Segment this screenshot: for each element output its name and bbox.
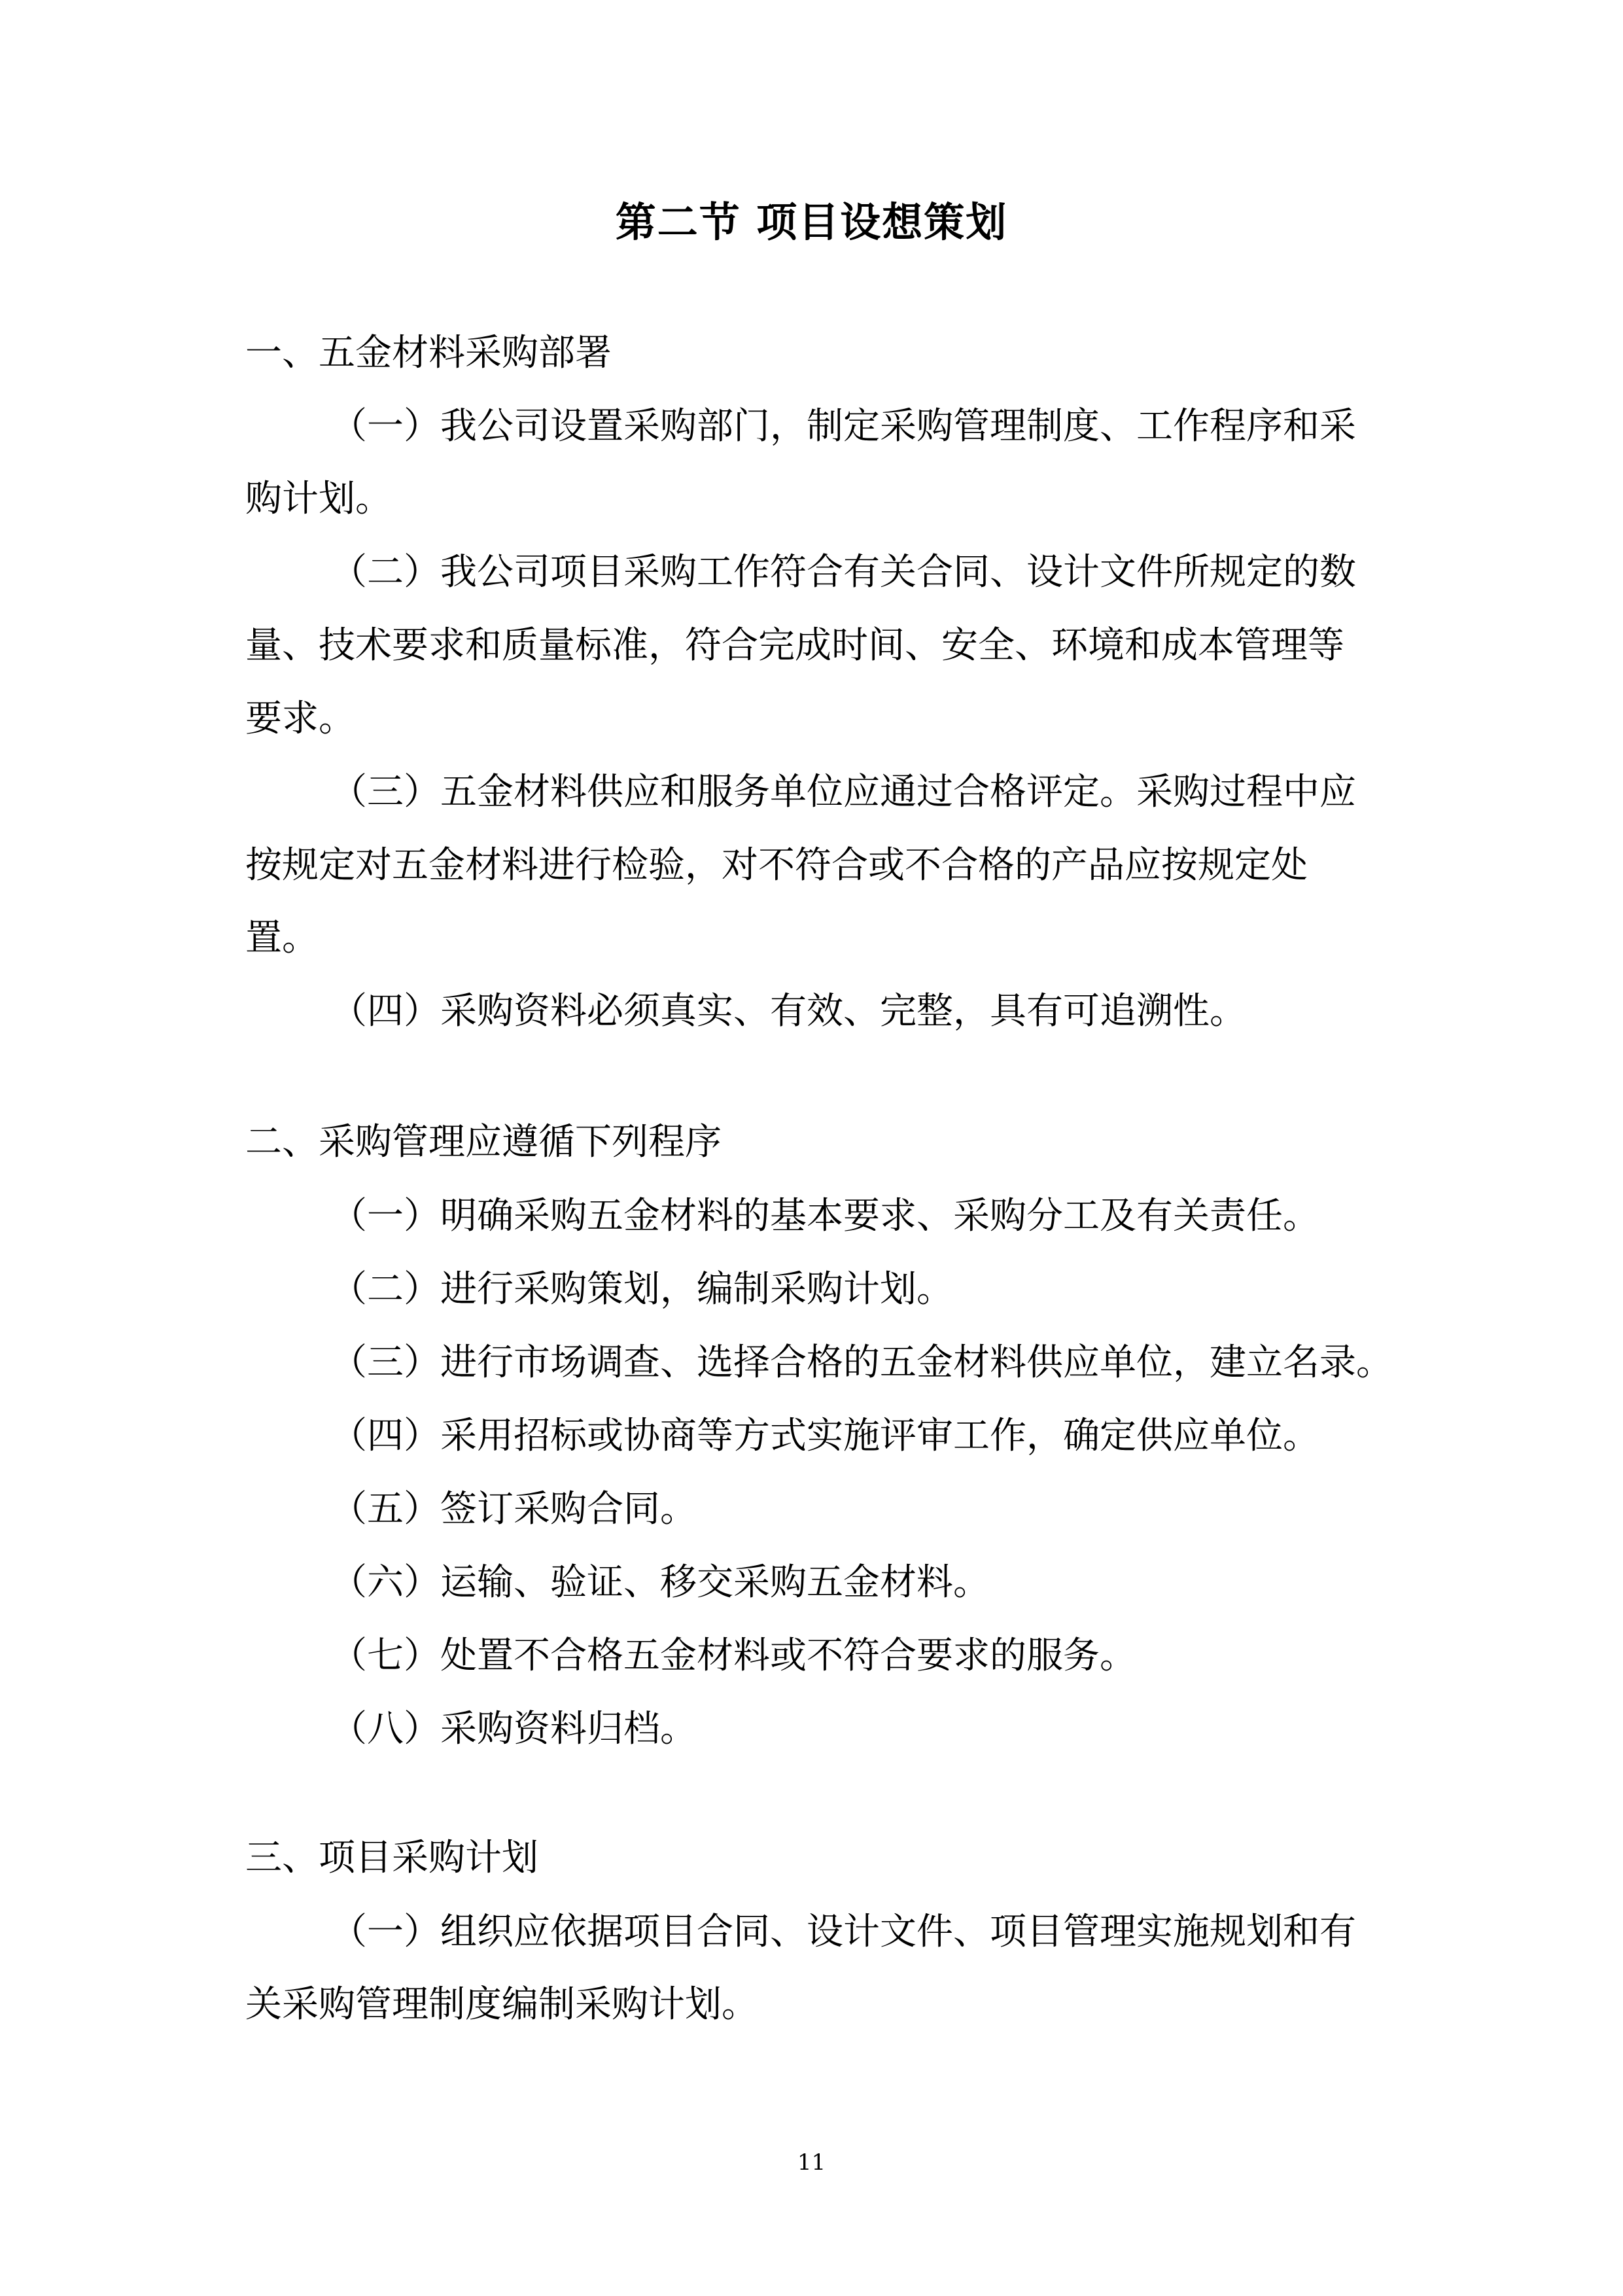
paragraph-line: 量、技术要求和质量标准，符合完成时间、安全、环境和成本管理等 bbox=[245, 624, 1344, 667]
paragraph-line: （三）进行市场调查、选择合格的五金材料供应单位，建立名录。 bbox=[330, 1341, 1393, 1384]
paragraph-line: （六）运输、验证、移交采购五金材料。 bbox=[330, 1561, 990, 1604]
section-heading-1: 一、五金材料采购部署 bbox=[245, 332, 612, 374]
paragraph-line: （八）采购资料归档。 bbox=[330, 1708, 697, 1750]
paragraph-line: （三）五金材料供应和服务单位应通过合格评定。采购过程中应 bbox=[330, 771, 1356, 813]
paragraph-line: 要求。 bbox=[245, 698, 355, 740]
paragraph-line: 关采购管理制度编制采购计划。 bbox=[245, 1983, 758, 2026]
page-number: 11 bbox=[797, 2149, 826, 2176]
paragraph-line: （一）我公司设置采购部门，制定采购管理制度、工作程序和采 bbox=[330, 405, 1356, 448]
paragraph-line: 按规定对五金材料进行检验，对不符合或不合格的产品应按规定处 bbox=[245, 844, 1308, 887]
section-heading-3: 三、项目采购计划 bbox=[245, 1837, 538, 1879]
paragraph-line: （一）组织应依据项目合同、设计文件、项目管理实施规划和有 bbox=[330, 1911, 1356, 1953]
paragraph-line: （四）采购资料必须真实、有效、完整，具有可追溯性。 bbox=[330, 990, 1246, 1033]
paragraph-line: 购计划。 bbox=[245, 478, 392, 520]
section-heading-2: 二、采购管理应遵循下列程序 bbox=[245, 1121, 722, 1163]
paragraph-line: （二）我公司项目采购工作符合有关合同、设计文件所规定的数 bbox=[330, 551, 1356, 593]
section-title: 第二节 项目设想策划 bbox=[615, 198, 1008, 246]
paragraph-line: 置。 bbox=[245, 917, 319, 959]
paragraph-line: （二）进行采购策划，编制采购计划。 bbox=[330, 1268, 953, 1311]
paragraph-line: （七）处置不合格五金材料或不符合要求的服务。 bbox=[330, 1634, 1136, 1677]
paragraph-line: （五）签订采购合同。 bbox=[330, 1488, 697, 1530]
paragraph-line: （一）明确采购五金材料的基本要求、采购分工及有关责任。 bbox=[330, 1195, 1319, 1237]
paragraph-line: （四）采用招标或协商等方式实施评审工作，确定供应单位。 bbox=[330, 1415, 1319, 1457]
